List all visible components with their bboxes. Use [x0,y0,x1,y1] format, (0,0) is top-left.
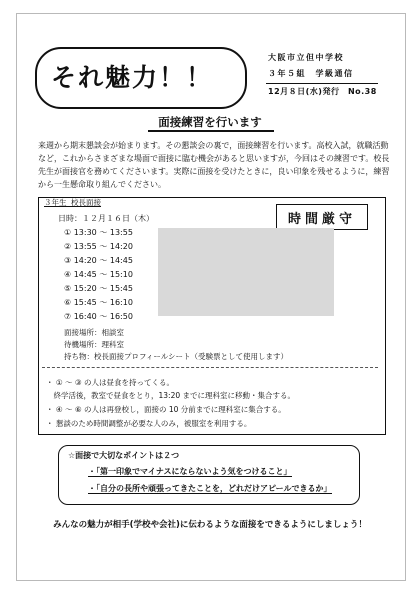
article-intro: 来週から期末懇談会が始まります。その懇談会の裏で，面接練習を行います。高校入試，就職活動など，これからさまざまな場面で面接に臨む機会があると思いますが，今回はその練習です。校長先生が面接官を務めてくださいます。実際に面接を受けたときに，良い印象を残せるように，練習から一生懸命取り組んでください。 [38,141,390,189]
punctuality-stamp: 時間厳守 [276,204,368,230]
schedule-note: ・ ④ ～ ⑥ の人は再登校し，面接の 10 分前までに理科室に集合する。 [46,405,286,414]
time-slot: ② 13:55 ～ 14:20 [64,242,133,251]
time-slot: ⑦ 16:40 ～ 16:50 [64,312,133,321]
key-points-title: ☆面接で大切なポイントは２つ [68,451,180,460]
time-slot: ③ 14:20 ～ 14:45 [64,256,133,265]
schedule-note: ・ ① ～ ③ の人は昼食を持ってくる。 [46,378,174,387]
schedule-date: 日時：１２月１６日（木） [58,214,154,223]
time-slot: ⑥ 15:45 ～ 16:10 [64,298,133,307]
schedule-note: ・ 懇談のため時間調整が必要な人のみ，被服室を利用する。 [46,419,252,428]
school-name: 大阪市立但中学校 [268,53,344,62]
header-divider [266,83,378,84]
closing-message: みんなの魅力が相手(学校や会社)に伝わるような面接をできるようにしましょう！ [53,520,367,530]
schedule-note: 終学活後，教室で昼食をとり，13:20 までに理科室に移動・集合する。 [46,391,295,400]
time-slot: ① 13:30 ～ 13:55 [64,228,133,237]
headline-underline [148,130,274,132]
issue-line: 12月８日(水)発行 No.38 [268,87,377,96]
belongings: 持ち物：校長面接プロフィールシート（受験票として使用します） [64,352,289,361]
newsletter-title: それ魅力！！ [51,63,214,92]
dashed-divider [42,367,378,368]
time-slot: ④ 14:45 ～ 15:10 [64,270,133,279]
time-slot: ⑤ 15:20 ～ 15:45 [64,284,133,293]
schedule-grade-label: ３年生 校長面接 [44,198,102,207]
waiting-place: 待機場所：理科室 [64,340,124,349]
interview-place: 面接場所：相談室 [64,328,124,337]
redacted-block [158,228,334,316]
key-point: ・「自分の長所や頑張ってきたことを，どれだけアピールできるか」 [88,484,332,493]
class-line: ３年５組 学級通信 [268,69,354,78]
key-point: ・「第一印象でマイナスにならないよう気をつけること」 [88,467,292,476]
article-headline: 面接練習を行います [158,115,262,129]
